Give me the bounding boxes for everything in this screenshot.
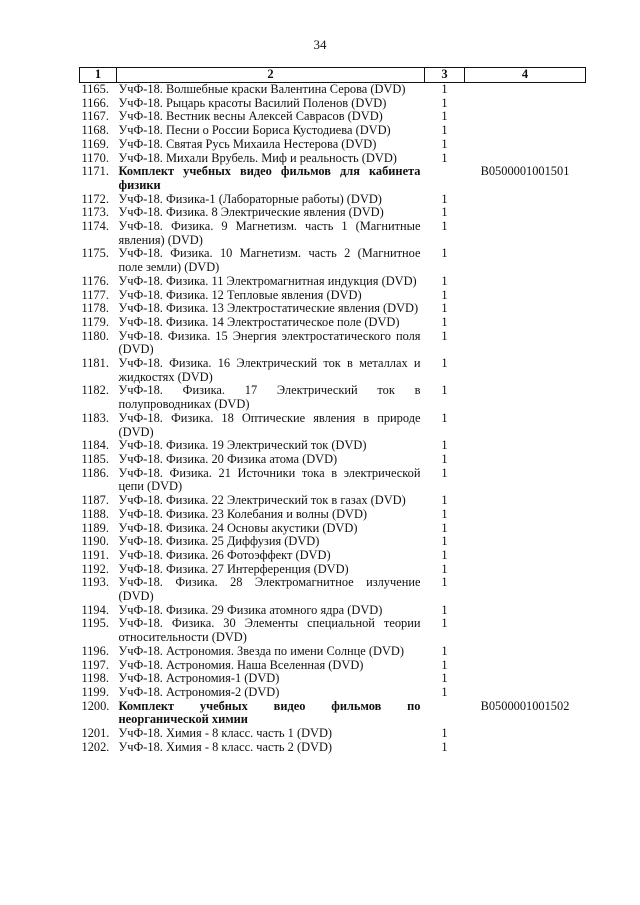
row-name: Комплект учебных видео фильмов по неорганической химии [118, 698, 421, 727]
table-row [80, 467, 586, 494]
row-quantity: 1 [441, 273, 448, 288]
row-name: УчФ-18. Физика. 22 Электрический ток в газах (DVD) [118, 493, 406, 508]
row-number: 1181. [81, 356, 109, 371]
row-number: 1190. [81, 534, 109, 549]
row-name: УчФ-18. Физика. 27 Интерференция (DVD) [118, 561, 349, 576]
table-row [80, 727, 586, 741]
row-number: 1182. [81, 383, 109, 398]
row-name: УчФ-18. Физика. 12 Тепловые явления (DVD) [118, 287, 362, 302]
row-code [465, 206, 586, 220]
row-code [465, 604, 586, 618]
row-code [465, 289, 586, 303]
row-name: УчФ-18. Песни о России Бориса Кустодиева (DVD) [118, 123, 391, 138]
row-quantity: 1 [441, 123, 448, 138]
table-row [80, 535, 586, 549]
row-number: 1188. [81, 506, 109, 521]
row-code [465, 152, 586, 166]
row-code [465, 576, 586, 603]
row-name: УчФ-18. Физика. 25 Диффузия (DVD) [118, 534, 320, 549]
row-name: УчФ-18. Вестник весны Алексей Саврасов (DVD) [118, 109, 383, 124]
row-number: 1172. [81, 191, 109, 206]
row-name: УчФ-18. Михали Врубель. Миф и реальность (DVD) [118, 150, 397, 165]
row-quantity: 1 [441, 82, 448, 96]
row-name: УчФ-18. Физика-1 (Лабораторные работы) (DVD) [118, 191, 382, 206]
row-code [465, 97, 586, 111]
row-code [465, 124, 586, 138]
row-quantity: 1 [441, 383, 448, 398]
row-quantity: 1 [441, 136, 448, 151]
row-number: 1198. [81, 671, 109, 686]
row-quantity: 1 [441, 506, 448, 521]
row-number: 1185. [81, 451, 109, 466]
row-quantity: 1 [441, 219, 448, 234]
row-code: B0500001001502 [480, 698, 570, 713]
table-header-row [80, 68, 586, 83]
table-row [80, 302, 586, 316]
table-row [80, 220, 586, 247]
row-quantity: 1 [441, 438, 448, 453]
row-quantity [425, 700, 465, 727]
table-row [80, 97, 586, 111]
row-quantity: 1 [441, 561, 448, 576]
table-row [80, 741, 586, 755]
row-code [465, 138, 586, 152]
row-number: 1191. [81, 547, 109, 562]
table-row [80, 439, 586, 453]
row-number: 1189. [81, 520, 109, 535]
row-code [465, 645, 586, 659]
row-name: УчФ-18. Физика. 29 Физика атомного ядра (DVD) [118, 602, 383, 617]
row-number: 1194. [81, 602, 109, 617]
row-code [465, 193, 586, 207]
row-number: 1200. [81, 698, 110, 713]
row-name: УчФ-18. Физика. 9 Магнетизм. часть 1 (Магнитные явления) (DVD) [118, 219, 421, 247]
table-row [80, 412, 586, 439]
row-quantity: 1 [441, 575, 448, 590]
row-number: 1174. [81, 219, 109, 234]
row-name: УчФ-18. Физика. 14 Электростатическое поле (DVD) [118, 314, 400, 329]
row-code [465, 275, 586, 289]
row-code [465, 535, 586, 549]
row-name: УчФ-18. Физика. 18 Оптические явления в природе (DVD) [118, 410, 421, 439]
row-name: УчФ-18. Физика. 23 Колебания и волны (DVD) [118, 506, 368, 521]
row-quantity: 1 [441, 671, 448, 686]
row-name: УчФ-18. Рыцарь красоты Василий Поленов (DVD) [118, 95, 387, 110]
row-code [465, 508, 586, 522]
row-quantity: 1 [441, 726, 448, 741]
row-number: 1170. [81, 150, 109, 165]
row-name: УчФ-18. Астрономия. Звезда по имени Солнце (DVD) [118, 643, 404, 658]
row-code [465, 549, 586, 563]
row-name: УчФ-18. Физика. 17 Электрический ток в полупроводниках (DVD) [118, 383, 421, 412]
row-number: 1186. [81, 465, 109, 480]
row-quantity: 1 [441, 287, 448, 302]
table-row [80, 110, 586, 124]
row-name: УчФ-18. Физика. 8 Электрические явления (DVD) [118, 205, 384, 220]
row-name: УчФ-18. Волшебные краски Валентина Серова (DVD) [118, 82, 406, 96]
row-name: УчФ-18. Физика. 15 Энергия электростатического поля (DVD) [118, 328, 421, 357]
row-number: 1184. [81, 438, 109, 453]
table-row [80, 330, 586, 357]
row-quantity: 1 [441, 410, 448, 425]
row-quantity: 1 [441, 520, 448, 535]
row-code [465, 220, 586, 247]
table-body [80, 83, 586, 755]
table-row [80, 617, 586, 644]
table-row [80, 604, 586, 618]
row-quantity: 1 [441, 616, 448, 631]
row-name: УчФ-18. Святая Русь Михаила Нестерова (DVD) [118, 136, 377, 151]
row-code [465, 83, 586, 97]
row-number: 1199. [81, 684, 109, 699]
table-row [80, 508, 586, 522]
row-quantity: 1 [441, 191, 448, 206]
row-number: 1167. [81, 109, 109, 124]
row-name: УчФ-18. Физика. 26 Фотоэффект (DVD) [118, 547, 331, 562]
row-quantity: 1 [441, 328, 448, 343]
row-number: 1180. [81, 328, 109, 343]
row-quantity: 1 [441, 205, 448, 220]
row-number: 1169. [81, 136, 109, 151]
row-code [465, 563, 586, 577]
page-number: 34 [313, 37, 327, 52]
row-number: 1183. [81, 410, 109, 425]
row-name: УчФ-18. Физика. 10 Магнетизм. часть 2 (Магнитное поле земли) (DVD) [118, 246, 421, 275]
row-quantity: 1 [441, 684, 448, 699]
row-code [465, 316, 586, 330]
section-row [80, 700, 586, 727]
row-code [465, 110, 586, 124]
row-name: УчФ-18. Физика. 13 Электростатические явления (DVD) [118, 301, 419, 316]
table-row [80, 152, 586, 166]
table-row [80, 686, 586, 700]
row-quantity: 1 [441, 95, 448, 110]
row-name: УчФ-18. Физика. 24 Основы акустики (DVD) [118, 520, 358, 535]
row-name: УчФ-18. Физика. 16 Электрический ток в металлах и жидкостях (DVD) [118, 356, 421, 384]
row-name: УчФ-18. Физика. 28 Электромагнитное излучение (DVD) [118, 575, 421, 604]
table-row [80, 138, 586, 152]
row-number: 1171. [81, 164, 109, 179]
table-row [80, 316, 586, 330]
row-number: 1177. [81, 287, 109, 302]
row-code [465, 453, 586, 467]
row-code [465, 494, 586, 508]
table-row [80, 494, 586, 508]
column-header-quantity: 3 [425, 68, 465, 83]
row-code [465, 247, 586, 274]
row-code [465, 659, 586, 673]
table-row [80, 193, 586, 207]
row-number: 1173. [81, 205, 109, 220]
row-code [465, 741, 586, 755]
table-row [80, 247, 586, 274]
items-table [79, 67, 586, 754]
row-number: 1168. [81, 123, 109, 138]
row-number: 1187. [81, 493, 109, 508]
row-quantity: 1 [441, 301, 448, 316]
column-header-code: 4 [465, 68, 586, 83]
row-number: 1202. [81, 739, 110, 754]
row-quantity: 1 [441, 109, 448, 124]
column-header-name: 2 [117, 68, 425, 83]
row-quantity: 1 [441, 465, 448, 480]
row-code [465, 357, 586, 384]
row-quantity: 1 [441, 534, 448, 549]
row-code [465, 686, 586, 700]
row-quantity: 1 [441, 493, 448, 508]
row-name: УчФ-18. Химия - 8 класс. часть 2 (DVD) [118, 739, 333, 754]
row-number: 1165. [81, 82, 109, 96]
row-code [465, 330, 586, 357]
row-code: B0500001001501 [480, 164, 570, 179]
row-quantity: 1 [441, 643, 448, 658]
row-name: УчФ-18. Астрономия. Наша Вселенная (DVD) [118, 657, 364, 672]
row-name: УчФ-18. Физика. 21 Источники тока в электрической цепи (DVD) [118, 465, 421, 494]
row-code [465, 439, 586, 453]
row-code [465, 467, 586, 494]
row-number: 1166. [81, 95, 109, 110]
row-quantity: 1 [441, 547, 448, 562]
table-row [80, 549, 586, 563]
row-code [465, 384, 586, 411]
row-code [465, 522, 586, 536]
row-number: 1196. [81, 643, 109, 658]
table-row [80, 289, 586, 303]
row-name: Комплект учебных видео фильмов для кабинета физики [118, 164, 421, 192]
table-row [80, 576, 586, 603]
row-number: 1178. [81, 301, 109, 316]
table-row [80, 206, 586, 220]
table-row [80, 275, 586, 289]
row-code [465, 617, 586, 644]
row-name: УчФ-18. Физика. 30 Элементы специальной теории относительности (DVD) [118, 616, 421, 645]
row-number: 1195. [81, 616, 109, 631]
row-quantity: 1 [441, 739, 448, 754]
row-quantity: 1 [441, 314, 448, 329]
table-row [80, 563, 586, 577]
table-row [80, 522, 586, 536]
table-row [80, 453, 586, 467]
table-row [80, 83, 586, 97]
row-number: 1176. [81, 273, 109, 288]
row-quantity: 1 [441, 657, 448, 672]
row-name: УчФ-18. Астрономия-1 (DVD) [118, 671, 280, 686]
table-row [80, 645, 586, 659]
row-quantity: 1 [441, 356, 448, 371]
row-quantity [425, 165, 465, 192]
row-quantity: 1 [441, 451, 448, 466]
table-row [80, 357, 586, 384]
row-number: 1197. [81, 657, 109, 672]
row-name: УчФ-18. Астрономия-2 (DVD) [118, 684, 280, 699]
table-row [80, 384, 586, 411]
row-name: УчФ-18. Физика. 11 Электромагнитная индукция (DVD) [118, 273, 417, 288]
row-name: УчФ-18. Физика. 19 Электрический ток (DVD) [118, 438, 367, 453]
row-quantity: 1 [441, 246, 448, 261]
column-header-number: 1 [80, 68, 117, 83]
row-name: УчФ-18. Физика. 20 Физика атома (DVD) [118, 451, 338, 466]
row-code [465, 302, 586, 316]
row-code [465, 727, 586, 741]
row-number: 1201. [81, 726, 110, 741]
row-number: 1179. [81, 314, 109, 329]
row-quantity: 1 [441, 602, 448, 617]
row-quantity: 1 [441, 150, 448, 165]
section-row [80, 165, 586, 192]
row-number: 1175. [81, 246, 109, 261]
row-code [465, 672, 586, 686]
table-row [80, 659, 586, 673]
row-number: 1192. [81, 561, 109, 576]
table-row [80, 124, 586, 138]
row-code [465, 412, 586, 439]
row-number: 1193. [81, 575, 109, 590]
row-name: УчФ-18. Химия - 8 класс. часть 1 (DVD) [118, 726, 333, 741]
table-row [80, 672, 586, 686]
